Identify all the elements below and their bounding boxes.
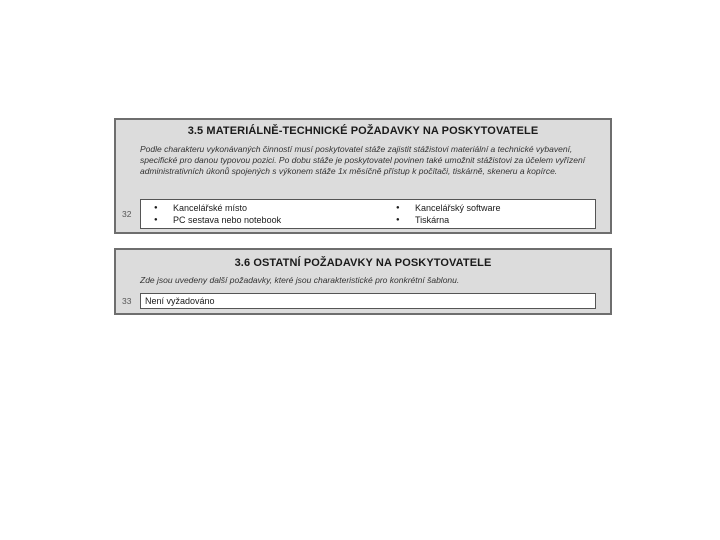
row-number: 33 bbox=[122, 296, 132, 306]
requirements-list-left bbox=[145, 202, 281, 226]
list-item: ● Kancelářské místo bbox=[145, 202, 281, 214]
section-material-technical bbox=[114, 118, 612, 234]
requirements-box bbox=[140, 199, 596, 229]
section-description: Zde jsou uvedeny další požadavky, které jsou charakteristické pro konkrétní šablonu. bbox=[140, 275, 460, 285]
section-title: 3.5 MATERIÁLNĚ-TECHNICKÉ POŽADAVKY NA POSKYTOVATELE bbox=[187, 125, 539, 137]
list-item: ● Tiskárna bbox=[387, 214, 501, 226]
section-description: Podle charakteru vykonávaných činností musí poskytovatel stáže zajistit stážistovi materiální a technické vybavení, specifické pro danou typovou pozici. Po dobu stáže je poskytovatel povinen také umožnit stážistovi za účelem vyřízení administrativních úkonů spojených s výkonem stáže 1x měsíčně přístup k počítači, tiskárně, skeneru a kopírce. bbox=[140, 144, 586, 176]
value-box bbox=[140, 293, 596, 309]
section-other-requirements bbox=[114, 248, 612, 315]
list-item: ● PC sestava nebo notebook bbox=[145, 214, 281, 226]
requirements-list-right bbox=[387, 202, 501, 226]
value-text: Není vyžadováno bbox=[145, 296, 215, 306]
row-number: 32 bbox=[122, 209, 132, 219]
list-item: ● Kancelářský software bbox=[387, 202, 501, 214]
section-title: 3.6 OSTATNÍ POŽADAVKY NA POSKYTOVATELE bbox=[234, 257, 492, 269]
